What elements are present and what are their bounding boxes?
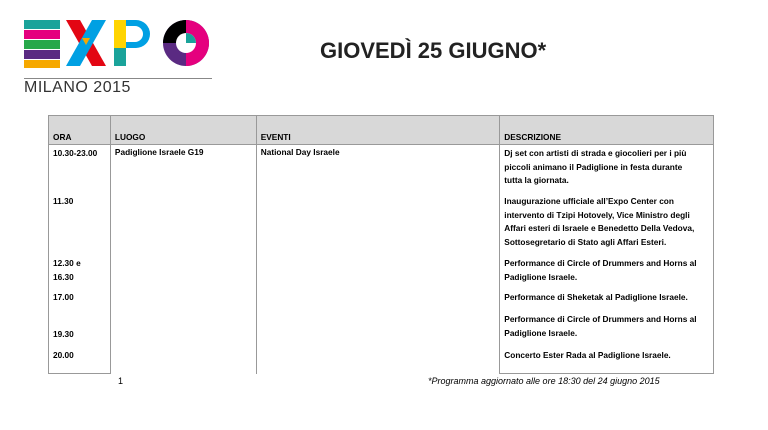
desc-line: Dj set con artisti di strada e giocolieri per i più bbox=[504, 148, 687, 158]
ora-text: 20.00 bbox=[53, 350, 74, 360]
ora-text: 17.00 bbox=[53, 292, 74, 302]
cell-descrizione bbox=[500, 193, 714, 255]
column-header-descrizione: DESCRIZIONE bbox=[500, 116, 714, 145]
logo-letter-x bbox=[66, 20, 106, 66]
cell-ora bbox=[49, 145, 111, 194]
table-row bbox=[49, 145, 714, 194]
cell-descrizione bbox=[500, 343, 714, 374]
column-header-luogo: LUOGO bbox=[110, 116, 256, 145]
cell-descrizione bbox=[500, 145, 714, 194]
page-title: GIOVEDÌ 25 GIUGNO* bbox=[320, 38, 547, 63]
ora-text: 16.30 bbox=[53, 271, 74, 282]
desc-line: Concerto Ester Rada al Padiglione Israele. bbox=[504, 350, 671, 360]
desc-line: piccoli animano il Padiglione in festa durante bbox=[504, 161, 683, 172]
desc-line: Affari esteri di Israele e Benedetto Della Vedova, bbox=[504, 223, 695, 233]
cell-ora bbox=[49, 311, 111, 343]
update-note: *Programma aggiornato alle ore 18:30 del 24 giugno 2015 bbox=[428, 376, 660, 386]
desc-line: Padiglione Israele. bbox=[504, 327, 578, 338]
cell-descrizione bbox=[500, 289, 714, 311]
logo-letter-o bbox=[163, 20, 209, 66]
column-header-eventi: EVENTI bbox=[256, 116, 500, 145]
column-header-ora: ORA bbox=[49, 116, 111, 145]
ora-text: 10.30-23.00 bbox=[53, 148, 98, 158]
ora-text: 11.30 bbox=[53, 196, 74, 206]
cell-descrizione bbox=[500, 255, 714, 289]
desc-line: Sottosegretario di Stato agli Affari Esteri. bbox=[504, 236, 667, 247]
desc-line: Performance di Sheketak al Padiglione Israele. bbox=[504, 292, 688, 302]
desc-line: Padiglione Israele. bbox=[504, 271, 578, 282]
cell-luogo: Padiglione Israele G19 bbox=[110, 145, 256, 374]
cell-ora bbox=[49, 255, 111, 289]
desc-line: Performance di Circle of Drummers and Horns al bbox=[504, 258, 697, 268]
logo-letter-p bbox=[114, 20, 150, 66]
ora-text: 19.30 bbox=[53, 328, 74, 339]
page-number: 1 bbox=[118, 376, 124, 386]
schedule-table bbox=[48, 115, 714, 374]
cell-descrizione bbox=[500, 311, 714, 343]
cell-ora bbox=[49, 289, 111, 311]
desc-line: tutta la giornata. bbox=[504, 175, 569, 185]
logo-letter-e bbox=[24, 20, 60, 68]
cell-ora bbox=[49, 343, 111, 374]
cell-ora bbox=[49, 193, 111, 255]
cell-eventi: National Day Israele bbox=[256, 145, 500, 374]
logo-subtitle: MILANO 2015 bbox=[24, 79, 131, 96]
desc-line: Inaugurazione ufficiale all’Expo Center con bbox=[504, 196, 674, 206]
ora-text: 12.30 e bbox=[53, 258, 81, 268]
desc-line: intervento di Tzipi Hotovely, Vice Ministro degli bbox=[504, 209, 690, 220]
table-header-row bbox=[49, 116, 714, 145]
desc-line: Performance di Circle of Drummers and Horns al bbox=[504, 314, 697, 324]
